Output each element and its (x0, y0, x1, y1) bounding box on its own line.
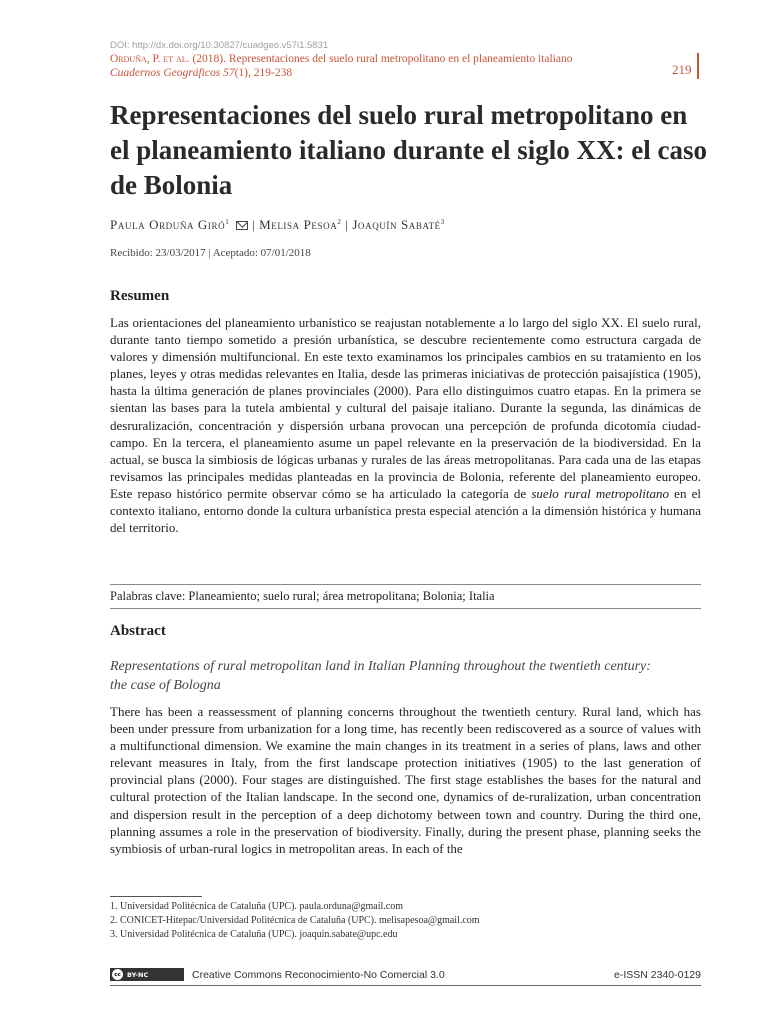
citation-text: (2018). Representaciones del suelo rural metropolitano en el planeamiento italiano (189, 53, 573, 65)
keywords-rule-bottom (110, 608, 701, 609)
author-name: Melisa Pesoa (259, 217, 338, 232)
article-title: Representaciones del suelo rural metropolitano en el planeamiento italiano durante el siglo XX: el caso de Bolonia (110, 100, 707, 200)
affiliation-mark: 3 (440, 218, 445, 226)
author-separator: | (248, 217, 260, 232)
mail-icon[interactable] (236, 221, 248, 230)
keywords: Palabras clave: Planeamiento; suelo rural; área metropolitana; Bolonia; Italia (110, 589, 495, 603)
affiliation-mark: 1 (225, 218, 230, 226)
doi-link[interactable]: DOI: http://dx.doi.org/10.30827/cuadgeo.v57i1.5831 (110, 40, 329, 51)
cc-license-badge[interactable] (110, 968, 184, 981)
issn: e-ISSN 2340-0129 (614, 969, 701, 981)
footnote: 3. Universidad Politécnica de Cataluña (UPC). joaquin.sabate@upc.edu (110, 929, 398, 940)
author-name: Joaquín Sabaté (352, 217, 441, 232)
resumen-text: Las orientaciones del planeamiento urbanístico se reajustan notablemente a lo largo del siglo XX. El suelo rural, durante tanto tiempo sometido a presión urbanística, se descubre recientemente como estructura cargada de valores y dimensión multifuncional. En este texto examinamos los principales cambios en su tratamiento en los planes, leyes y otras medidas relevantes en Italia, desde las primeras iniciativas de protección paisajística (1905), hasta la última generación de planes provinciales (2000). Para ello distinguimos cuatro etapas. En la primera se sientan las bases para la tutela ambiental y cultural del paisaje italiano. Durante la segunda, las dinámicas de desruralización, concentración y dispersión urbana provocan una percepción de profunda dicotomía ciudad-campo. En la tercera, el planeamiento asume un papel relevante en la preservación de la biodiversidad. En la actual, se busca la simbiosis de lógicas urbanas y rurales de las áreas metropolitanas. Para cada una de las etapas revisamos las principales medidas planteadas en la provincia de Bolonia, referente del planeamiento europeo. Este repaso histórico permite observar cómo se ha articulado la categoría de (110, 315, 701, 501)
cc-badge-text: BY-NC (127, 970, 149, 979)
citation-line (110, 53, 572, 65)
resumen-heading: Resumen (110, 288, 170, 304)
keywords-rule-top (110, 584, 701, 585)
abstract-title: Representations of rural metropolitan land in Italian Planning throughout the twentieth century: the case of Bologna (110, 659, 651, 693)
affiliation-mark: 2 (337, 218, 342, 226)
license-text: Creative Commons Reconocimiento-No Comercial 3.0 (192, 969, 445, 981)
footnote-rule (110, 896, 202, 897)
footnote: 2. CONICET-Hitepac/Universidad Politécnica de Cataluña (UPC). melisapesoa@gmail.com (110, 915, 480, 926)
abstract-heading: Abstract (110, 623, 166, 639)
resumen-italic-term: suelo rural metropolitano (531, 485, 670, 501)
author-separator: | (341, 217, 353, 232)
journal-name: Cuadernos Geográficos 57 (110, 67, 235, 79)
page-number-bar (697, 53, 699, 79)
footnote: 1. Universidad Politécnica de Cataluña (UPC). paula.orduna@gmail.com (110, 901, 404, 912)
received-accepted-dates: Recibido: 23/03/2017 | Aceptado: 07/01/2018 (110, 247, 311, 259)
journal-line (110, 67, 292, 79)
footnotes (110, 900, 480, 942)
author-list (110, 217, 445, 233)
resumen-text-end: en el contexto italiano, entorno donde la cultura urbanística presta especial atención a la dimensión histórica y humana del territorio. (110, 485, 701, 536)
author-name: Paula Orduña Giró (110, 217, 226, 232)
page-number: 219 (672, 62, 692, 77)
cc-icon: cc (112, 969, 123, 980)
journal-issue: (1), 219-238 (234, 67, 293, 79)
abstract-body: There has been a reassessment of planning concerns throughout the twentieth century. Rural land, which has been under pressure from urbanization for a long time, has recently been rediscovered as a source of values with a multifunctional dimension. We examine the main changes in its treatment in a series of plans, laws and other relevant measures in Italy, from the first landscape protection initiatives (1905) to the last generation of provincial plans (2000). Four stages are distinguished. The first stage establishes the bases for the natural and cultural protection of the Italian landscape. In the second one, dynamics of de-ruralization, urban concentration and dispersion result in the perception of a deep dichotomy between town and country. During the third one, planning assumes a role in the preservation of biodiversity. Finally, during the present phase, planning seeks the symbiosis of urban-rural logics in metropolitan areas. In each of the (110, 704, 701, 856)
footer-rule (110, 985, 701, 986)
resumen-body (110, 314, 701, 536)
citation-authors: Orduña, P. et al. (110, 53, 190, 65)
